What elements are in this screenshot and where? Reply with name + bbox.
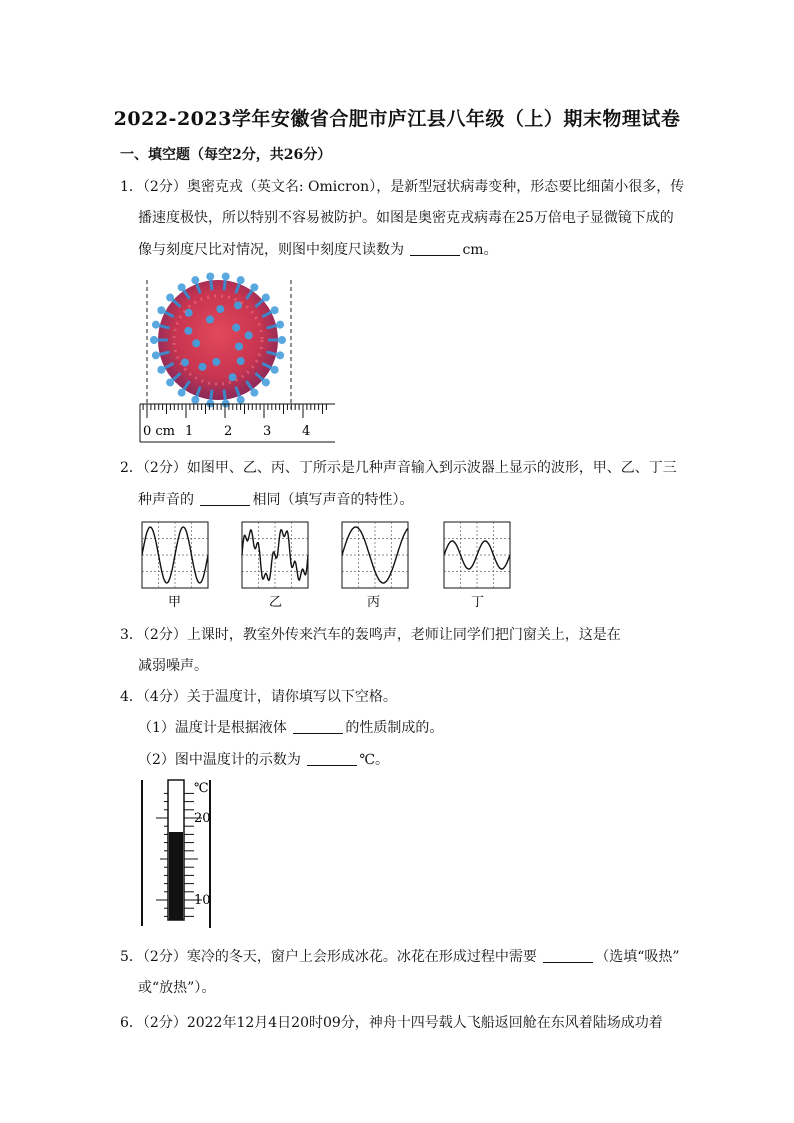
- q4-answer-blank-2[interactable]: [307, 751, 357, 766]
- q4-sub1: [138, 717, 443, 737]
- oscilloscope-figures: [138, 518, 518, 613]
- ruler-label-0: 0 cm: [143, 424, 176, 439]
- virus-spike-head: [191, 396, 199, 404]
- virus-spike-head: [166, 294, 174, 302]
- thermometer-figure: [138, 776, 228, 931]
- q4-line1: 4．（4分）关于温度计，请你填写以下空格。: [120, 689, 397, 705]
- thermo-unit: ℃: [194, 781, 209, 796]
- q1-line3-text: 像与刻度尺比对情况，则图中刻度尺读数为: [138, 242, 409, 258]
- oscilloscope-jia: [142, 522, 208, 588]
- q5-line1: [120, 946, 680, 966]
- thermo-label-10: 10: [194, 893, 211, 908]
- thermo-label-20: 20: [194, 811, 211, 826]
- q4-sub2-tail: ℃。: [359, 752, 390, 768]
- q2-line2: [138, 489, 413, 509]
- virus-spike-head: [276, 351, 284, 359]
- scope-label-bing: 丙: [367, 595, 381, 610]
- q1-answer-blank[interactable]: [410, 241, 460, 256]
- virus-spike-head: [237, 396, 245, 404]
- q1-line3-unit: cm。: [462, 242, 498, 258]
- virus-surface-spike: [232, 324, 240, 332]
- oscilloscope-yi: [242, 522, 308, 588]
- virus-spike-head: [237, 276, 245, 284]
- scope-label-yi: 乙: [269, 595, 283, 610]
- q4-sub1-tail: 的性质制成的。: [345, 720, 444, 736]
- q2-line1: 2．（2分）如图甲、乙、丙、丁所示是几种声音输入到示波器上显示的波形，甲、乙、丁三: [120, 460, 677, 476]
- q2-answer-blank[interactable]: [200, 491, 250, 506]
- virus-surface-spike: [184, 327, 192, 335]
- virus-spike-head: [206, 272, 214, 280]
- virus-spike-head: [262, 294, 270, 302]
- virus-spike-head: [178, 283, 186, 291]
- virus-spike-head: [191, 276, 199, 284]
- scope-label-ding: 丁: [471, 595, 485, 610]
- q5-line2: 或“放热”）。: [138, 980, 216, 996]
- q4-sub2: [138, 749, 389, 769]
- virus-spike-head: [262, 378, 270, 386]
- ruler: [140, 404, 335, 442]
- q2-line2-text: 种声音的: [138, 492, 199, 508]
- virus-spike-head: [271, 366, 279, 374]
- virus-spike-head: [222, 272, 230, 280]
- virus-surface-spike: [206, 316, 214, 324]
- ruler-label-4: 4: [302, 424, 311, 439]
- q5-line1-text: 5．（2分）寒冷的冬天，窗户上会形成冰花。冰花在形成过程中需要: [120, 949, 542, 965]
- virus-surface-spike: [181, 359, 189, 367]
- virus-surface-spike: [192, 339, 200, 347]
- virus-surface-spike: [185, 309, 193, 317]
- virus-surface-spike: [198, 363, 206, 371]
- q3-line2: 减弱噪声。: [138, 658, 208, 674]
- virus-spike-head: [178, 389, 186, 397]
- virus-spike-head: [278, 336, 286, 344]
- oscilloscope-ding: [444, 522, 510, 588]
- q1-line1: 1．（2分）奥密克戎（英文名: Omicron），是新型冠状病毒变种，形态要比细菌小很多，传: [120, 179, 685, 195]
- virus-spike-head: [271, 306, 279, 314]
- q1-line3: [138, 239, 498, 259]
- q5-answer-blank[interactable]: [543, 948, 593, 963]
- q6-line1: 6．（2分）2022年12月4日20时09分，神舟十四号载人飞船返回舱在东风着陆场成功着: [120, 1015, 663, 1031]
- virus-spike-head: [250, 283, 258, 291]
- q4-sub1-text: （1）温度计是根据液体: [138, 720, 292, 736]
- virus-spike-head: [276, 321, 284, 329]
- ruler-label-2: 2: [224, 424, 233, 439]
- virus-spike-head: [157, 366, 165, 374]
- virus-surface-spike: [237, 357, 245, 365]
- q5-line1-tail: （选填“吸热”: [595, 949, 680, 965]
- oscilloscope-bing: [342, 522, 408, 588]
- virus-surface-spike: [235, 343, 243, 351]
- q1-line2: 播速度极快，所以特别不容易被防护。如图是奥密克戎病毒在25万倍电子显微镜下成的: [138, 210, 674, 226]
- ruler-label-3: 3: [263, 424, 272, 439]
- q4-answer-blank-1[interactable]: [293, 719, 343, 734]
- virus-surface-spike: [245, 331, 253, 339]
- page-title: 2022-2023学年安徽省合肥市庐江县八年级（上）期末物理试卷: [113, 108, 681, 130]
- virus-spike-head: [157, 306, 165, 314]
- thermometer-liquid: [169, 832, 183, 920]
- virus-spike-head: [152, 321, 160, 329]
- virus-spike-head: [152, 351, 160, 359]
- scope-label-jia: 甲: [168, 595, 182, 610]
- virus-ruler-figure: [135, 272, 345, 447]
- section-heading: 一、填空题（每空2分，共26分）: [120, 147, 332, 163]
- q4-sub2-text: （2）图中温度计的示数为: [138, 752, 306, 768]
- virus-spike-head: [166, 378, 174, 386]
- virus-spike-head: [250, 389, 258, 397]
- q2-line2-tail: 相同（填写声音的特性）。: [252, 492, 414, 508]
- virus-surface-spike: [216, 305, 224, 313]
- ruler-label-1: 1: [185, 424, 194, 439]
- virus-spike-head: [150, 336, 158, 344]
- virus-image: [150, 272, 286, 407]
- q3-line1: 3．（2分）上课时，教室外传来汽车的轰鸣声，老师让同学们把门窗关上，这是在: [120, 627, 621, 643]
- virus-surface-spike: [212, 358, 220, 366]
